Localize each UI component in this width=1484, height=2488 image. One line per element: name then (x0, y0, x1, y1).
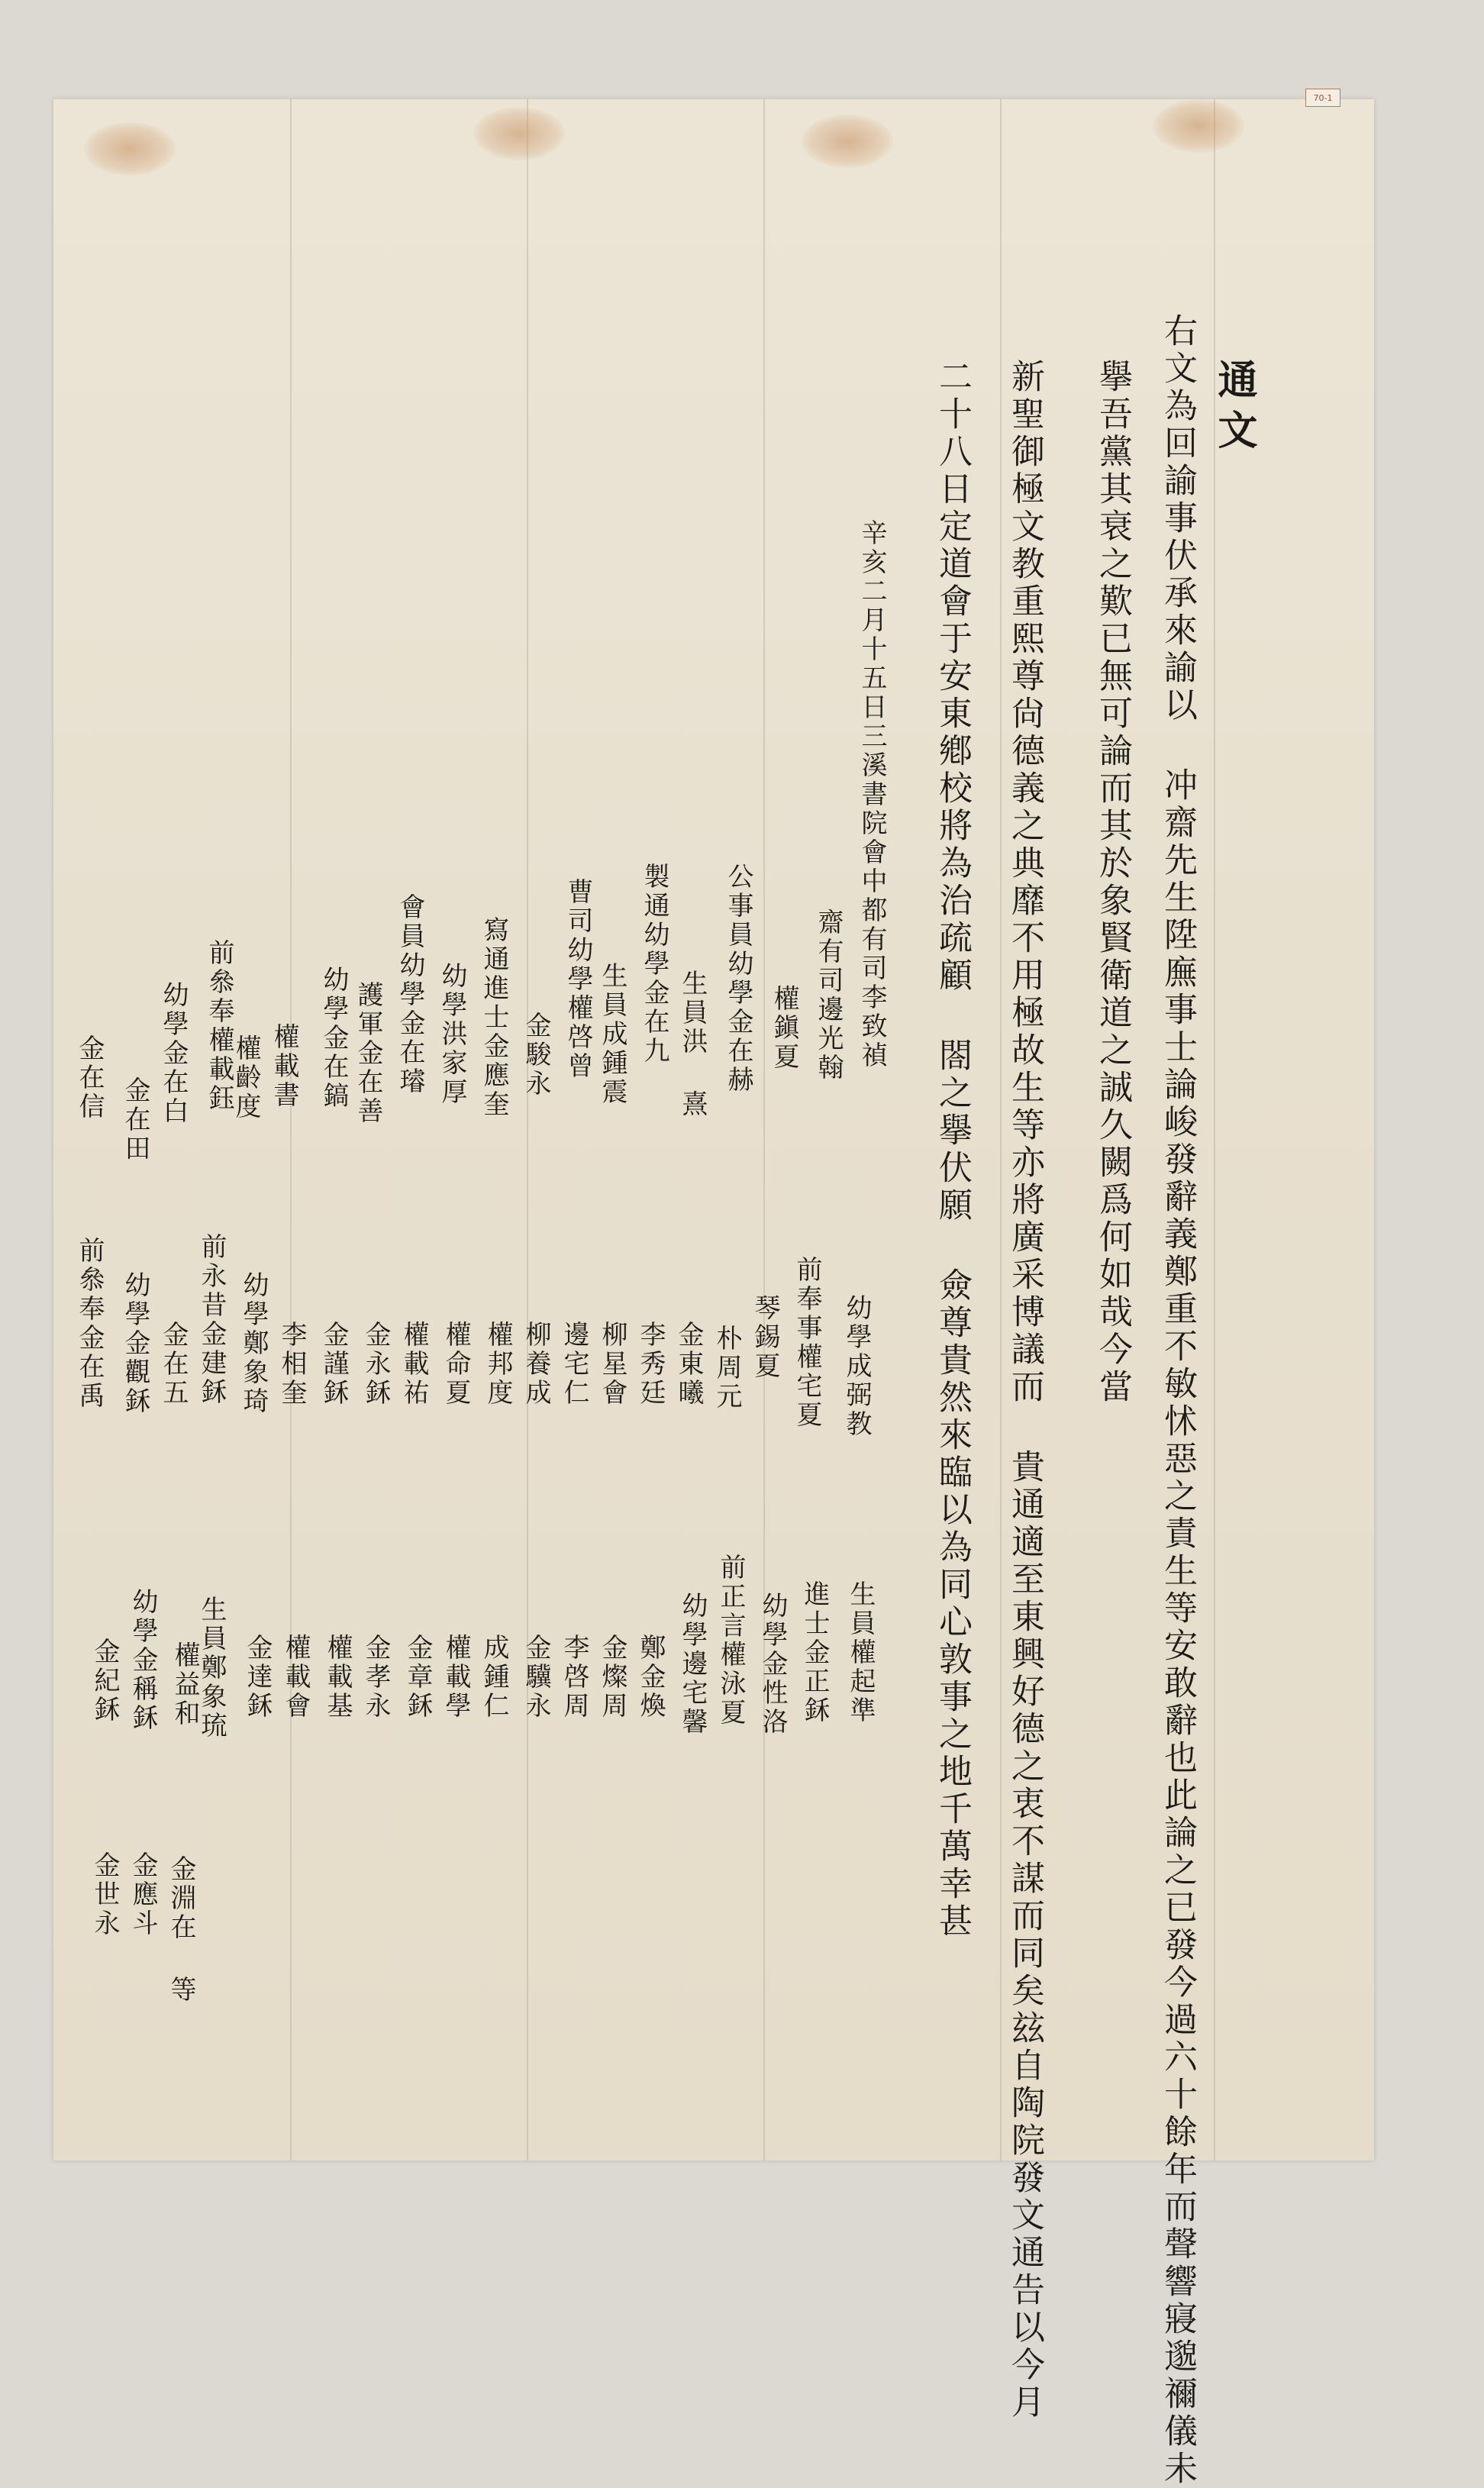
signer-name: 金紀鉌 (89, 1638, 120, 1725)
water-stain (1153, 99, 1244, 153)
officer-name: 生員成鍾震 (597, 962, 627, 1107)
signer-name: 金世永 (89, 1851, 120, 1938)
signer-name: 琴錫夏 (750, 1294, 780, 1381)
body-line-1: 右文為回諭事伏承來諭以 冲齋先生陞廡事士論峻發辭義鄭重不敏怵惡之責生等安敢辭也此論之已發今過六十餘年而聲響寢邈禰儀未 (1158, 313, 1197, 2488)
signer-name: 前正言權泳夏 (715, 1554, 746, 1728)
signer-name: 生員權起準 (845, 1580, 876, 1725)
signer-name: 李秀廷 (635, 1321, 666, 1408)
signer-name: 權載祐 (398, 1321, 429, 1408)
signer-name: 幼學金性洛 (757, 1592, 788, 1737)
body-line-3: 新聖御極文教重熙尊尙德義之典靡不用極故生等亦將廣采博議而 貴通適至東興好德之衷不謀而同矣玆自陶院發文通告以今月 (1005, 359, 1044, 2422)
signer-name: 李相奎 (276, 1321, 307, 1408)
signer-name: 金東曦 (673, 1321, 704, 1408)
signer-name: 幼學邊宅馨 (677, 1592, 708, 1737)
officer-name: 權齡度 (231, 1034, 261, 1121)
water-stain (473, 107, 565, 160)
fold-line (290, 99, 292, 2160)
document-title: 通文 (1211, 359, 1257, 460)
signer-name: 權載學 (440, 1634, 471, 1721)
signer-name: 金達鉌 (242, 1634, 273, 1721)
officer-name: 前叅奉權載鈺 (204, 939, 234, 1113)
officer-name: 權載書 (269, 1023, 299, 1110)
body-line-4: 二十八日定道會于安東鄕校將為治疏顧 閤之擧伏願 僉尊貴然來臨以為同心敦事之地千萬幸甚 (933, 359, 972, 1941)
officer-name: 金駿永 (521, 1012, 551, 1099)
signer-name: 權載會 (280, 1634, 311, 1721)
officer-name: 金在信 (74, 1034, 105, 1121)
signer-name: 幼學金稱鉌 (127, 1588, 158, 1733)
signer-name: 權載基 (322, 1634, 353, 1721)
signer-name: 金應斗 (127, 1851, 158, 1938)
signer-name: 柳星會 (597, 1321, 627, 1408)
signer-name: 金謹鉌 (318, 1321, 349, 1408)
officer-name: 會員幼學金在璿 (395, 893, 425, 1096)
signer-name: 幼學成弼教 (841, 1294, 872, 1439)
officer-name: 幼學洪家厚 (437, 962, 467, 1107)
signer-name: 金孝永 (360, 1634, 391, 1721)
signer-name: 金在五 (158, 1321, 189, 1408)
fold-line (1000, 99, 1002, 2160)
officer-name: 公事員幼學金在赫 (723, 863, 753, 1095)
officer-name: 幼學金在白 (158, 981, 189, 1126)
signer-name: 前奉事權宅夏 (792, 1256, 822, 1430)
signer-name: 金永鉌 (360, 1321, 391, 1408)
officer-name: 寫通進士金應奎 (479, 916, 509, 1119)
signer-name: 金淵在 等 (166, 1855, 196, 2005)
date-line: 辛亥二月十五日三溪書院會中都有司李致禎 (857, 519, 887, 1070)
body-line-2: 擧吾黨其衰之歎已無可論而其於象賢衛道之誠久闕爲何如哉今當 (1093, 359, 1132, 1406)
signer-name: 金燦周 (597, 1634, 627, 1721)
signer-name: 金驥永 (521, 1634, 551, 1721)
water-stain (84, 122, 176, 176)
signer-name: 柳養成 (521, 1321, 551, 1408)
signer-name: 權命夏 (440, 1321, 471, 1408)
officer-name: 幼學金在鎬 (318, 966, 349, 1111)
signer-name: 進士金正鉌 (799, 1580, 830, 1725)
fold-line (527, 99, 528, 2160)
officer-name: 權鎭夏 (769, 985, 799, 1072)
officer-name: 齋有司邊光翰 (813, 908, 844, 1083)
signer-name: 成鍾仁 (479, 1634, 509, 1721)
officer-name: 生員洪 熹 (677, 970, 708, 1119)
signer-name: 前永昔金建鉌 (196, 1233, 227, 1407)
water-stain (802, 115, 893, 168)
officer-name: 金在田 (120, 1076, 150, 1163)
signer-name: 鄭金煥 (635, 1634, 666, 1721)
officer-name: 曹司幼學權啓曾 (563, 878, 593, 1081)
signer-name: 邊宅仁 (559, 1321, 589, 1408)
signer-name: 生員鄭象琉 (196, 1596, 227, 1741)
officer-name: 製通幼學金在九 (639, 863, 669, 1066)
fold-line (763, 99, 765, 2160)
officer-name: 護軍金在善 (353, 981, 383, 1126)
signer-name: 前叅奉金在禹 (74, 1237, 105, 1411)
signer-name: 金章鉌 (402, 1634, 433, 1721)
signer-name: 權邦度 (482, 1321, 513, 1408)
signer-name: 李啓周 (559, 1634, 589, 1721)
signer-name: 朴周元 (711, 1325, 742, 1412)
signer-name: 幼學金觀鉌 (120, 1271, 150, 1416)
signer-name: 權益和 (169, 1641, 200, 1728)
signer-name: 幼學鄭象琦 (238, 1271, 269, 1416)
archive-tag: 70-1 (1305, 89, 1340, 107)
